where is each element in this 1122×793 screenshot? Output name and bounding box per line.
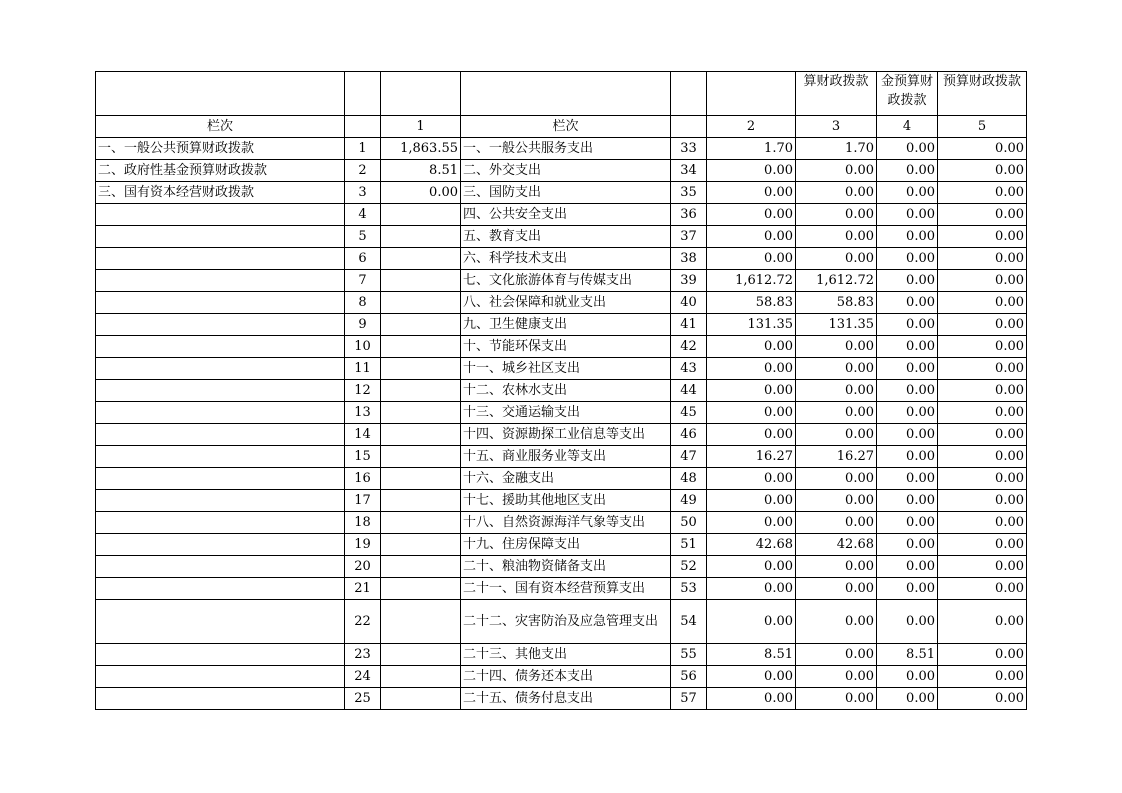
income-amount: [381, 512, 461, 534]
expense-total: 0.00: [707, 248, 796, 270]
expense-total: 0.00: [707, 688, 796, 710]
expense-total: 0.00: [707, 226, 796, 248]
table-row: [96, 688, 1027, 710]
expense-line-number: 37: [671, 226, 707, 248]
income-name: [96, 336, 345, 358]
fund-budget-amount: 0.00: [877, 270, 938, 292]
fund-budget-amount: 0.00: [877, 138, 938, 160]
income-line-number: 19: [345, 534, 381, 556]
fund-budget-amount: 0.00: [877, 160, 938, 182]
table-row: [96, 600, 1027, 644]
budget-sheet: [95, 71, 1027, 710]
fund-budget-amount: 0.00: [877, 358, 938, 380]
expense-total: 0.00: [707, 402, 796, 424]
income-name: [96, 556, 345, 578]
expense-name: 八、社会保障和就业支出: [461, 292, 671, 314]
income-line-number: 12: [345, 380, 381, 402]
capital-budget-amount: 0.00: [938, 380, 1027, 402]
header-fragment-row: [96, 72, 1027, 116]
expense-total: 0.00: [707, 424, 796, 446]
general-budget-amount: 1.70: [796, 138, 877, 160]
fund-budget-amount: 0.00: [877, 534, 938, 556]
capital-budget-amount: 0.00: [938, 336, 1027, 358]
expense-name: 九、卫生健康支出: [461, 314, 671, 336]
income-line-number: 25: [345, 688, 381, 710]
income-amount: [381, 336, 461, 358]
income-amount: [381, 446, 461, 468]
capital-budget-amount: 0.00: [938, 160, 1027, 182]
capital-budget-amount: 0.00: [938, 666, 1027, 688]
fund-budget-amount: 0.00: [877, 182, 938, 204]
capital-budget-amount: 0.00: [938, 292, 1027, 314]
income-amount: [381, 314, 461, 336]
expense-total: 0.00: [707, 578, 796, 600]
fund-budget-amount: 0.00: [877, 490, 938, 512]
expense-name: 二十二、灾害防治及应急管理支出: [461, 600, 671, 644]
table-row: [96, 358, 1027, 380]
capital-budget-amount: 0.00: [938, 402, 1027, 424]
capital-budget-amount: 0.00: [938, 248, 1027, 270]
expense-name: 十一、城乡社区支出: [461, 358, 671, 380]
income-amount: [381, 644, 461, 666]
income-amount: [381, 226, 461, 248]
expense-name: 十四、资源勘探工业信息等支出: [461, 424, 671, 446]
general-budget-amount: 0.00: [796, 204, 877, 226]
table-row: [96, 644, 1027, 666]
income-amount: [381, 270, 461, 292]
expense-name: 三、国防支出: [461, 182, 671, 204]
expense-name: 六、科学技术支出: [461, 248, 671, 270]
expense-name: 二十、粮油物资储备支出: [461, 556, 671, 578]
expense-line-number: 51: [671, 534, 707, 556]
expense-name: 二十一、国有资本经营预算支出: [461, 578, 671, 600]
income-name: 二、政府性基金预算财政拨款: [96, 160, 345, 182]
general-budget-amount: 58.83: [796, 292, 877, 314]
expense-name: 十二、农林水支出: [461, 380, 671, 402]
income-amount: [381, 600, 461, 644]
expense-line-number: 54: [671, 600, 707, 644]
expense-line-number: 56: [671, 666, 707, 688]
expense-line-number: 40: [671, 292, 707, 314]
income-amount: [381, 578, 461, 600]
income-name: [96, 666, 345, 688]
table-row: [96, 556, 1027, 578]
fund-budget-amount: 0.00: [877, 468, 938, 490]
col5-header: 预算财政拨款: [938, 72, 1027, 116]
expense-line-number: 44: [671, 380, 707, 402]
fund-budget-amount: 0.00: [877, 380, 938, 402]
expense-line-number: 57: [671, 688, 707, 710]
expense-line-number: 48: [671, 468, 707, 490]
expense-total: 0.00: [707, 556, 796, 578]
income-amount: [381, 556, 461, 578]
income-line-number: 6: [345, 248, 381, 270]
capital-budget-amount: 0.00: [938, 644, 1027, 666]
general-budget-amount: 16.27: [796, 446, 877, 468]
col3-header: 算财政拨款: [796, 72, 877, 116]
fund-budget-amount: 0.00: [877, 292, 938, 314]
expense-name: 二十四、债务还本支出: [461, 666, 671, 688]
expense-line-number: 38: [671, 248, 707, 270]
expense-total: 0.00: [707, 160, 796, 182]
capital-budget-amount: 0.00: [938, 468, 1027, 490]
expense-name: 二十三、其他支出: [461, 644, 671, 666]
expense-line-number: 55: [671, 644, 707, 666]
income-line-number: 15: [345, 446, 381, 468]
income-amount: 1,863.55: [381, 138, 461, 160]
expense-total: 0.00: [707, 512, 796, 534]
expense-total: 1.70: [707, 138, 796, 160]
capital-budget-amount: 0.00: [938, 688, 1027, 710]
general-budget-amount: 1,612.72: [796, 270, 877, 292]
income-amount: [381, 292, 461, 314]
expense-total: 8.51: [707, 644, 796, 666]
expense-name: 四、公共安全支出: [461, 204, 671, 226]
expense-line-number: 35: [671, 182, 707, 204]
income-name: [96, 468, 345, 490]
capital-budget-amount: 0.00: [938, 270, 1027, 292]
income-amount: [381, 380, 461, 402]
expense-line-number: 46: [671, 424, 707, 446]
expense-total: 0.00: [707, 336, 796, 358]
table-row: [96, 424, 1027, 446]
table-row: [96, 314, 1027, 336]
general-budget-amount: 0.00: [796, 644, 877, 666]
capital-budget-amount: 0.00: [938, 204, 1027, 226]
expense-name: 十九、住房保障支出: [461, 534, 671, 556]
fund-budget-amount: 8.51: [877, 644, 938, 666]
income-name: [96, 204, 345, 226]
expense-total: 16.27: [707, 446, 796, 468]
table-row: [96, 292, 1027, 314]
table-row: [96, 336, 1027, 358]
expense-name: 十三、交通运输支出: [461, 402, 671, 424]
table-row: [96, 226, 1027, 248]
general-budget-amount: 0.00: [796, 512, 877, 534]
income-name: [96, 226, 345, 248]
table-row: [96, 204, 1027, 226]
income-name: [96, 644, 345, 666]
income-name: 三、国有资本经营财政拨款: [96, 182, 345, 204]
capital-budget-amount: 0.00: [938, 534, 1027, 556]
fund-budget-amount: 0.00: [877, 666, 938, 688]
expense-total: 1,612.72: [707, 270, 796, 292]
table-row: [96, 534, 1027, 556]
income-name: [96, 380, 345, 402]
table-row: [96, 578, 1027, 600]
capital-budget-amount: 0.00: [938, 138, 1027, 160]
capital-budget-amount: 0.00: [938, 578, 1027, 600]
fund-budget-amount: 0.00: [877, 578, 938, 600]
income-amount: [381, 358, 461, 380]
capital-budget-amount: 0.00: [938, 556, 1027, 578]
expense-name: 二、外交支出: [461, 160, 671, 182]
general-budget-amount: 0.00: [796, 666, 877, 688]
income-line-number: 20: [345, 556, 381, 578]
expense-total: 0.00: [707, 490, 796, 512]
fund-budget-amount: 0.00: [877, 446, 938, 468]
expense-total: 0.00: [707, 380, 796, 402]
expense-total: 0.00: [707, 666, 796, 688]
fund-budget-amount: 0.00: [877, 314, 938, 336]
column-number-2: 2: [707, 116, 796, 138]
capital-budget-amount: 0.00: [938, 314, 1027, 336]
income-line-number: 13: [345, 402, 381, 424]
fund-budget-amount: 0.00: [877, 688, 938, 710]
table-row: [96, 402, 1027, 424]
capital-budget-amount: 0.00: [938, 358, 1027, 380]
income-line-number: 7: [345, 270, 381, 292]
expense-line-number: 52: [671, 556, 707, 578]
table-row: [96, 248, 1027, 270]
general-budget-amount: 0.00: [796, 578, 877, 600]
expense-total: 0.00: [707, 204, 796, 226]
income-name: [96, 314, 345, 336]
capital-budget-amount: 0.00: [938, 490, 1027, 512]
expense-name: 二十五、债务付息支出: [461, 688, 671, 710]
income-column-number: 1: [381, 116, 461, 138]
general-budget-amount: 0.00: [796, 226, 877, 248]
table-row: [96, 138, 1027, 160]
expense-line-number: 49: [671, 490, 707, 512]
income-amount: [381, 204, 461, 226]
general-budget-amount: 0.00: [796, 380, 877, 402]
income-line-number: 5: [345, 226, 381, 248]
expense-total: 131.35: [707, 314, 796, 336]
income-name: [96, 358, 345, 380]
general-budget-amount: 0.00: [796, 600, 877, 644]
expense-name: 十五、商业服务业等支出: [461, 446, 671, 468]
column-number-4: 4: [877, 116, 938, 138]
expense-total: 0.00: [707, 182, 796, 204]
general-budget-amount: 0.00: [796, 160, 877, 182]
expense-line-number: 34: [671, 160, 707, 182]
table-row: [96, 160, 1027, 182]
general-budget-amount: 0.00: [796, 248, 877, 270]
fund-budget-amount: 0.00: [877, 226, 938, 248]
expense-total: 0.00: [707, 468, 796, 490]
capital-budget-amount: 0.00: [938, 512, 1027, 534]
column-number-3: 3: [796, 116, 877, 138]
capital-budget-amount: 0.00: [938, 424, 1027, 446]
fund-budget-amount: 0.00: [877, 600, 938, 644]
general-budget-amount: 0.00: [796, 182, 877, 204]
expense-name: 五、教育支出: [461, 226, 671, 248]
table-row: [96, 182, 1027, 204]
table-row: [96, 468, 1027, 490]
income-amount: [381, 490, 461, 512]
income-amount: [381, 402, 461, 424]
fund-budget-amount: 0.00: [877, 204, 938, 226]
expense-line-number: 39: [671, 270, 707, 292]
expense-name: 七、文化旅游体育与传媒支出: [461, 270, 671, 292]
expense-total: 0.00: [707, 358, 796, 380]
income-line-number: 16: [345, 468, 381, 490]
table-row: [96, 512, 1027, 534]
income-line-number: 23: [345, 644, 381, 666]
income-amount: [381, 666, 461, 688]
income-name: [96, 446, 345, 468]
expense-name: 一、一般公共服务支出: [461, 138, 671, 160]
income-line-number: 10: [345, 336, 381, 358]
expense-line-number: 50: [671, 512, 707, 534]
expense-name: 十六、金融支出: [461, 468, 671, 490]
expense-name: 十八、自然资源海洋气象等支出: [461, 512, 671, 534]
income-amount: [381, 248, 461, 270]
income-line-number: 4: [345, 204, 381, 226]
col4-header: 金预算财政拨款: [877, 72, 938, 116]
income-line-number: 8: [345, 292, 381, 314]
expense-total: 58.83: [707, 292, 796, 314]
income-line-number: 11: [345, 358, 381, 380]
income-line-number: 24: [345, 666, 381, 688]
income-name: 一、一般公共预算财政拨款: [96, 138, 345, 160]
income-name: [96, 402, 345, 424]
table-row: [96, 270, 1027, 292]
fund-budget-amount: 0.00: [877, 512, 938, 534]
expense-line-number: 45: [671, 402, 707, 424]
fund-budget-amount: 0.00: [877, 556, 938, 578]
general-budget-amount: 0.00: [796, 490, 877, 512]
general-budget-amount: 0.00: [796, 688, 877, 710]
expense-line-number: 41: [671, 314, 707, 336]
income-name: [96, 424, 345, 446]
income-line-number: 21: [345, 578, 381, 600]
capital-budget-amount: 0.00: [938, 182, 1027, 204]
income-amount: [381, 534, 461, 556]
expense-line-number: 36: [671, 204, 707, 226]
income-amount: [381, 688, 461, 710]
capital-budget-amount: 0.00: [938, 600, 1027, 644]
table-row: [96, 380, 1027, 402]
income-name: [96, 292, 345, 314]
expense-total: 0.00: [707, 600, 796, 644]
general-budget-amount: 0.00: [796, 424, 877, 446]
income-amount: [381, 424, 461, 446]
income-name: [96, 534, 345, 556]
expense-line-number: 42: [671, 336, 707, 358]
table-row: [96, 446, 1027, 468]
general-budget-amount: 0.00: [796, 556, 877, 578]
expense-name: 十七、援助其他地区支出: [461, 490, 671, 512]
capital-budget-amount: 0.00: [938, 226, 1027, 248]
income-line-number: 3: [345, 182, 381, 204]
expense-name: 十、节能环保支出: [461, 336, 671, 358]
income-line-number: 22: [345, 600, 381, 644]
expense-line-number: 53: [671, 578, 707, 600]
income-column-label: 栏次: [96, 116, 345, 138]
income-line-number: 17: [345, 490, 381, 512]
expense-line-number: 47: [671, 446, 707, 468]
general-budget-amount: 0.00: [796, 468, 877, 490]
income-name: [96, 578, 345, 600]
general-budget-amount: 0.00: [796, 336, 877, 358]
column-number-row: [96, 116, 1027, 138]
fund-budget-amount: 0.00: [877, 424, 938, 446]
income-line-number: 18: [345, 512, 381, 534]
income-amount: 0.00: [381, 182, 461, 204]
general-budget-amount: 42.68: [796, 534, 877, 556]
budget-table: [95, 71, 1027, 710]
income-line-number: 9: [345, 314, 381, 336]
income-line-number: 1: [345, 138, 381, 160]
income-name: [96, 688, 345, 710]
income-name: [96, 270, 345, 292]
income-name: [96, 600, 345, 644]
fund-budget-amount: 0.00: [877, 402, 938, 424]
table-row: [96, 490, 1027, 512]
general-budget-amount: 0.00: [796, 358, 877, 380]
fund-budget-amount: 0.00: [877, 248, 938, 270]
expense-column-label: 栏次: [461, 116, 671, 138]
income-amount: [381, 468, 461, 490]
income-line-number: 14: [345, 424, 381, 446]
income-name: [96, 248, 345, 270]
general-budget-amount: 131.35: [796, 314, 877, 336]
income-name: [96, 512, 345, 534]
expense-line-number: 33: [671, 138, 707, 160]
income-name: [96, 490, 345, 512]
general-budget-amount: 0.00: [796, 402, 877, 424]
capital-budget-amount: 0.00: [938, 446, 1027, 468]
income-line-number: 2: [345, 160, 381, 182]
table-row: [96, 666, 1027, 688]
column-number-5: 5: [938, 116, 1027, 138]
income-amount: 8.51: [381, 160, 461, 182]
expense-total: 42.68: [707, 534, 796, 556]
fund-budget-amount: 0.00: [877, 336, 938, 358]
expense-line-number: 43: [671, 358, 707, 380]
